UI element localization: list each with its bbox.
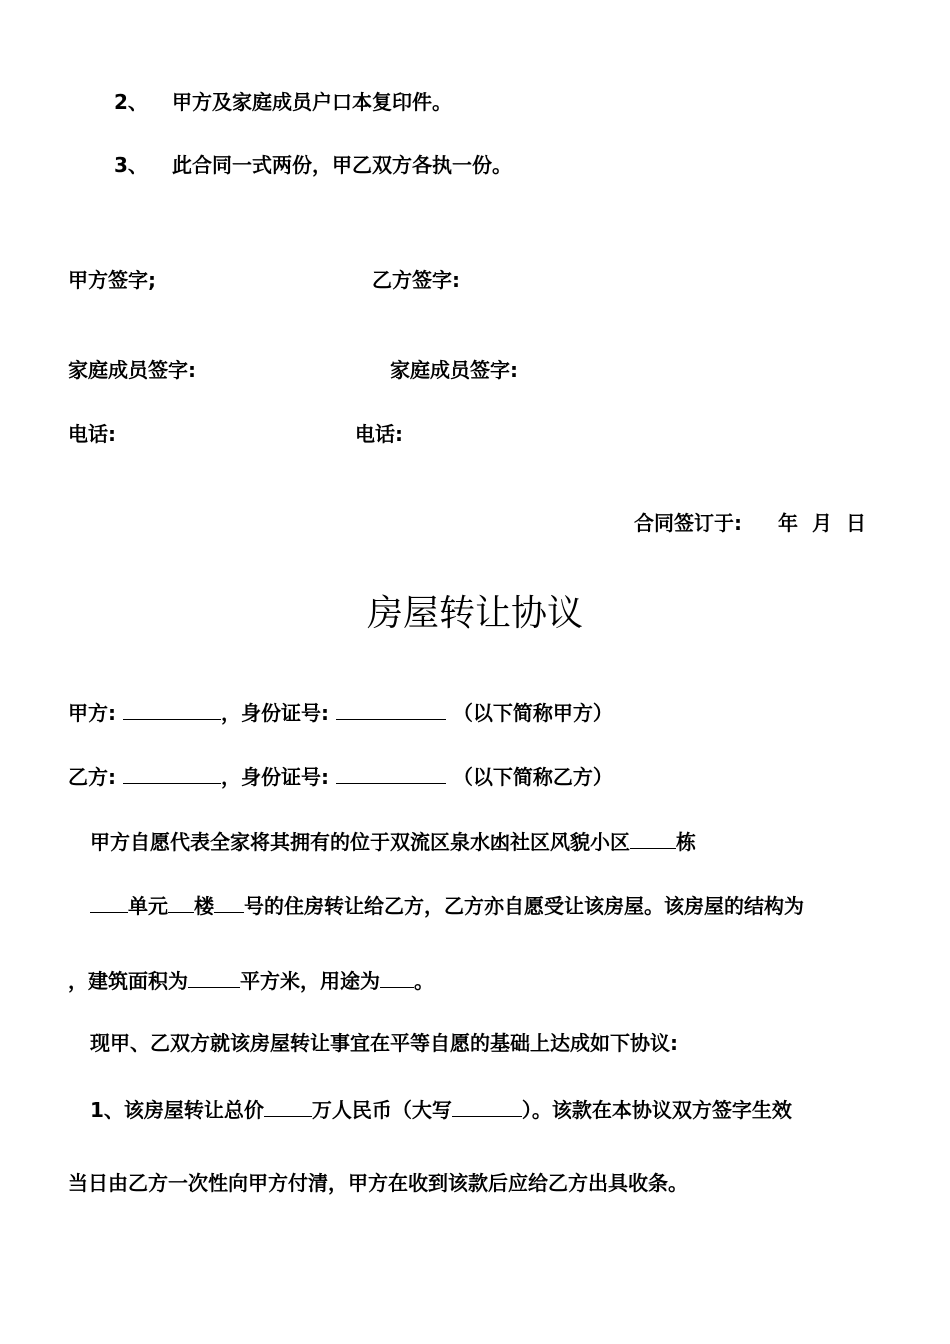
signed-date-label: 合同签订于: <box>634 511 742 535</box>
party-a-label: 甲方: <box>68 701 116 725</box>
room-number-blank[interactable] <box>214 892 244 913</box>
paragraph-1-line-2 <box>90 892 804 918</box>
paragraph-text: 甲方自愿代表全家将其拥有的位于双流区泉水凼社区风貌小区 <box>90 830 630 854</box>
paragraph-text: 楼 <box>194 894 214 918</box>
paragraph-text: 单元 <box>128 894 168 918</box>
usage-blank[interactable] <box>380 967 414 988</box>
party-a-note: （以下简称甲方） <box>452 701 613 725</box>
paragraph-text: 1、该房屋转让总价 <box>90 1098 264 1122</box>
paragraph-1-line-1 <box>90 828 696 854</box>
list-item-3 <box>114 153 512 177</box>
party-b-signature-label: 乙方签字: <box>372 268 460 292</box>
day-label: 日 <box>846 511 866 535</box>
price-blank[interactable] <box>264 1096 312 1117</box>
paragraph-text: ）。该款在本协议双方签字生效 <box>521 1098 792 1122</box>
family-a-signature-label: 家庭成员签字: <box>68 358 196 382</box>
floor-blank[interactable] <box>168 892 194 913</box>
list-text: 此合同一式两份，甲乙双方各执一份。 <box>172 153 512 177</box>
family-b-signature-label: 家庭成员签字: <box>390 358 518 382</box>
building-blank[interactable] <box>630 828 676 849</box>
party-a-line <box>68 699 613 725</box>
paragraph-text: 号的住房转让给乙方，乙方亦自愿受让该房屋。该房屋的结构为 <box>244 894 804 918</box>
party-b-note: （以下简称乙方） <box>452 765 613 789</box>
party-b-id-label: ，身份证号: <box>220 765 329 789</box>
month-label: 月 <box>812 511 832 535</box>
area-blank[interactable] <box>188 967 240 988</box>
document-title: 房屋转让协议 <box>366 593 583 634</box>
phone-a-label: 电话: <box>68 422 116 446</box>
paragraph-1-line-3 <box>68 967 434 993</box>
paragraph-text: 平方米，用途为 <box>240 969 380 993</box>
party-a-id-blank[interactable] <box>336 699 446 720</box>
year-label: 年 <box>778 511 798 535</box>
list-number: 2、 <box>114 90 148 114</box>
price-words-blank[interactable] <box>452 1096 522 1117</box>
party-b-label: 乙方: <box>68 765 116 789</box>
paragraph-text: 。 <box>414 969 434 993</box>
party-a-id-label: ，身份证号: <box>220 701 329 725</box>
party-a-name-blank[interactable] <box>123 699 221 720</box>
paragraph-3-line-2: 当日由乙方一次性向甲方付清，甲方在收到该款后应给乙方出具收条。 <box>68 1171 688 1195</box>
paragraph-text: 万人民币（大写 <box>311 1098 452 1122</box>
unit-blank[interactable] <box>90 892 128 913</box>
party-b-name-blank[interactable] <box>123 763 221 784</box>
party-b-id-blank[interactable] <box>336 763 446 784</box>
list-item-2 <box>114 90 452 114</box>
paragraph-text: 栋 <box>676 830 696 854</box>
signed-date <box>634 511 866 535</box>
phone-b-label: 电话: <box>355 422 403 446</box>
paragraph-2: 现甲、乙双方就该房屋转让事宜在平等自愿的基础上达成如下协议: <box>90 1031 678 1055</box>
party-a-signature-label: 甲方签字; <box>68 268 156 292</box>
list-number: 3、 <box>114 153 148 177</box>
paragraph-text: ，建筑面积为 <box>68 969 188 993</box>
list-text: 甲方及家庭成员户口本复印件。 <box>172 90 452 114</box>
paragraph-3-line-1 <box>90 1096 792 1122</box>
party-b-line <box>68 763 613 789</box>
